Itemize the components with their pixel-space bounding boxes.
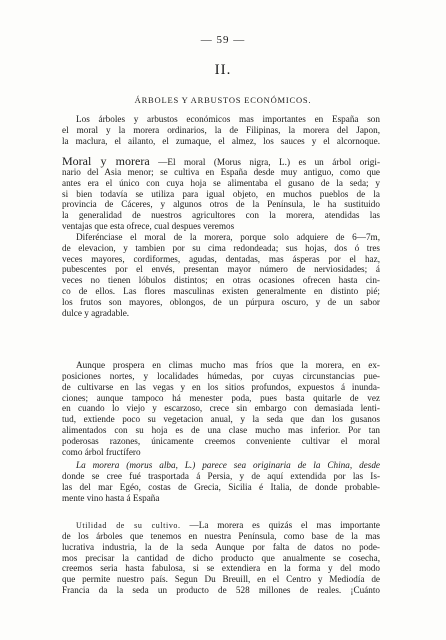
text-line: de elevacion, y tambien por su cima redondeada; sus hojas, dos ó tres (62, 242, 380, 253)
moral-paragraph (62, 156, 380, 319)
text-line: la generalidad de nuestros agricultores con la morera, atendidas las (62, 210, 380, 221)
text-line: como árbol fructífero (62, 446, 141, 457)
moral-title: Moral y morera (62, 154, 150, 168)
text-line: mos precisar la cantidad de dicho producto que anualmente se cosecha, (62, 552, 380, 563)
text-line: La morera (morus alba, L.) parece sea originaria de la China, desde (76, 460, 380, 470)
text-line: provincia de Cáceres, y algunos otros de la Península, le ha sustituido (62, 199, 380, 210)
text-line: antes era el único con cuya hoja se alimentaba el gusano de la seda; y (62, 177, 380, 188)
text-line: Francia da la seda un producto de 528 millones de reales. ¡Cuánto (62, 585, 380, 596)
text-line: que permite nuestro país. Segun Du Breuill, en el Centro y Mediodía de (62, 574, 380, 585)
text-line: dulce y agradable. (62, 307, 130, 318)
text-line: Aunque prospera en climas mucho mas fríos que la morera, en ex- (76, 360, 380, 370)
text-line: co de ellos. Las flores masculinas existen generalmente en distinto pié; (62, 286, 380, 297)
section-numeral: II. (214, 62, 232, 78)
text-line: tud, extiende poco su vegetacion anual, y la seda que dan los gusanos (62, 414, 380, 425)
text-line: lucrativa industria, la de la seda Aunque por falta de datos no pode- (62, 541, 380, 552)
text-line: ventajas que esta ofrece, cual despues veremos (62, 221, 235, 232)
text-line: si bien todavía se utiliza para igual objeto, en muchos pueblos de la (62, 188, 380, 199)
text-line: Los árboles y arbustos económicos mas importantes en España son (76, 114, 380, 124)
text-line: la maclura, el ailanto, el zumaque, el almez, los sauces y el alcornoque. (62, 135, 380, 146)
moral-first-line: —El moral (Morus nigra, L.) es un árbol origi- (158, 157, 381, 167)
utilidad-paragraph (62, 520, 380, 596)
text-line: veces no tienen lóbulos distintos; en otras ocasiones ofrecen hasta cin- (62, 275, 380, 286)
text-line: el moral y la morera ordinarios, la de Filipinas, la morera del Japon, (62, 124, 380, 135)
text-line: veces mayores, cordiformes, agudas, dentadas, mas ásperas por el haz, (62, 253, 380, 264)
cultivo-paragraph (62, 360, 380, 458)
text-line: nario del Asia menor; se cultiva en España desde muy antiguo, como que (62, 166, 380, 177)
text-line: posiciones nortes, y localidades húmedas, por cuyas circunstancias pue- (62, 370, 380, 381)
text-line: los frutos son mayores, oblongos, de un púrpura oscuro, y de un sabor (62, 296, 380, 307)
text-line: ciones; aunque tampoco há menester poda, pues basta quitarle de vez (62, 392, 380, 403)
utilidad-title: Utilidad de su cultivo. (76, 521, 181, 530)
text-line: alimentados con su hoja es de una clase mucho mas inferior. Por tan (62, 425, 380, 436)
text-line (62, 156, 380, 167)
text-line: de los árboles que tenemos en nuestra Península, como base de la mas (62, 530, 380, 541)
text-line: donde se cree fué trasportada á Persia, y de aquí extendida por las Is- (62, 470, 380, 481)
text-line: poderosas razones, únicamente creemos conveniente cultivar el moral (62, 435, 380, 446)
text-line (62, 520, 380, 531)
text-line: Diferénciase el moral de la morera, porque solo adquiere de 6—7m, (76, 231, 380, 242)
utilidad-first-line: —La morera es quizás el mas importante (189, 520, 381, 530)
morera-paragraph (62, 460, 380, 503)
text-line: en cuando lo viejo y escarzoso, crece sin embargo con demasiada lenti- (62, 403, 380, 414)
text-line: las del mar Egéo, costas de Grecia, Sicilia é Italia, de donde probable- (62, 481, 380, 492)
text-line: creemos seria hasta fabulosa, si se extendiera en la forma y del modo (62, 563, 380, 574)
intro-paragraph (62, 114, 380, 147)
page-number: — 59 — (200, 34, 246, 46)
text-line: de cultivarse en las vegas y en los sitios profundos, expuestos á inunda- (62, 381, 380, 392)
section-heading: ÁRBOLES Y ARBUSTOS ECONÓMICOS. (134, 95, 312, 105)
text-line: mente vino hasta á España (62, 492, 160, 503)
text-line: pubescentes por el envés, presentan mayor número de nerviosidades; á (62, 264, 380, 275)
